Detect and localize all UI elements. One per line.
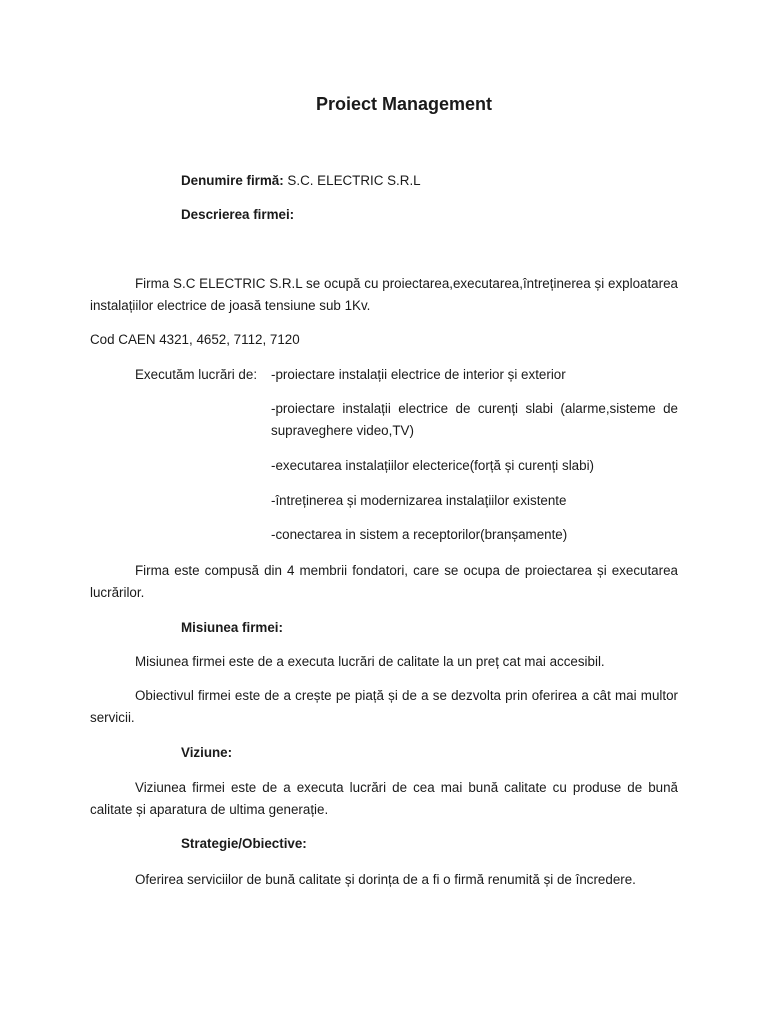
works-item: -proiectare instalații electrice de curenți slabi (alarme,sisteme de supraveghere video,TV)	[271, 401, 678, 438]
vision-paragraph: Viziunea firmei este de a executa lucrări de cea mai bună calitate cu produse de bună calitate și aparatura de ultima generație.	[90, 780, 678, 817]
mission-paragraph: Misiunea firmei este de a executa lucrări de calitate la un preț cat mai accesibil.	[135, 654, 605, 669]
works-item: -întreținerea și modernizarea instalațiilor existente	[271, 493, 567, 508]
works-item: -proiectare instalații electrice de interior și exterior	[271, 367, 566, 382]
vision-heading: Viziune:	[181, 745, 233, 760]
founders-paragraph: Firma este compusă din 4 membrii fondatori, care se ocupa de proiectarea și executarea lucrărilor.	[90, 563, 678, 600]
company-name-line	[181, 170, 421, 192]
company-name-value: S.C. ELECTRIC S.R.L	[287, 173, 421, 188]
mission-heading: Misiunea firmei:	[181, 620, 283, 635]
strategy-heading: Strategie/Obiective:	[181, 836, 307, 851]
strategy-paragraph: Oferirea serviciilor de bună calitate și dorința de a fi o firmă renumită și de încredere.	[135, 872, 636, 887]
document-title: Proiect Management	[315, 94, 493, 114]
works-item: -conectarea in sistem a receptorilor(branșamente)	[271, 527, 568, 542]
objective-paragraph: Obiectivul firmei este de a crește pe piață și de a se dezvolta prin oferirea a cât mai multor servicii.	[90, 688, 678, 725]
works-item: -executarea instalațiilor electerice(forță și curenți slabi)	[271, 458, 594, 473]
works-label: Executăm lucrări de:	[135, 367, 258, 382]
company-name-label: Denumire firmă:	[181, 173, 284, 188]
caen-codes: Cod CAEN 4321, 4652, 7112, 7120	[90, 332, 300, 347]
description-heading: Descrierea firmei:	[181, 207, 295, 222]
intro-paragraph: Firma S.C ELECTRIC S.R.L se ocupă cu proiectarea,executarea,întreținerea și exploatarea instalațiilor electrice de joasă tensiune sub 1Kv.	[90, 276, 678, 313]
